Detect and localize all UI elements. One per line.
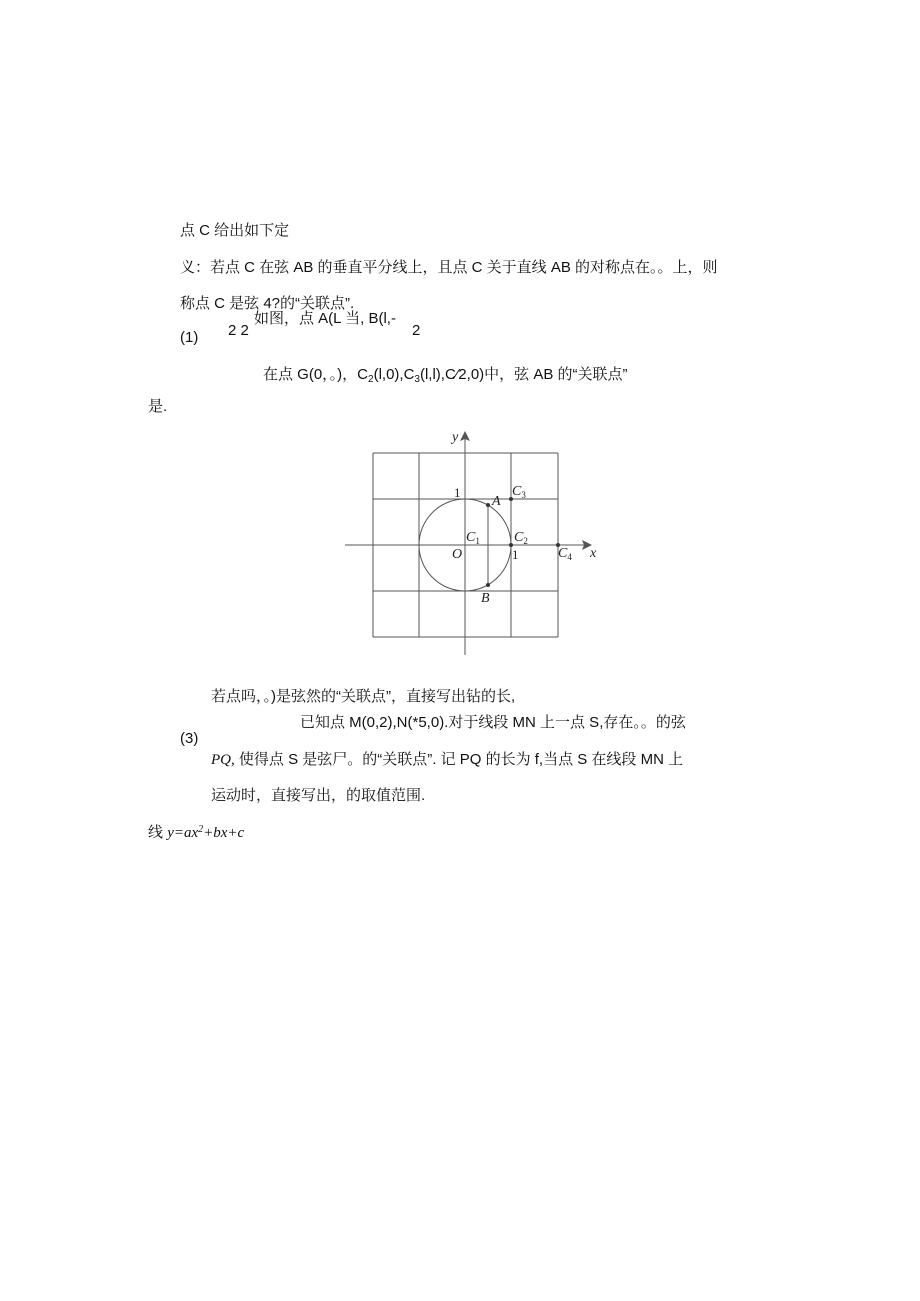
point-a-dot [486,503,490,507]
point-c1-label: $C_1$ [466,530,480,546]
y-axis-label: y [452,430,459,445]
question-3-line-3: 运动时，直接写出，的取值范围. [211,787,426,804]
point-b-label: B [481,591,490,606]
point-c4-label: $C_4$ [558,546,572,562]
point-c2-label: $C_2$ [514,530,528,546]
question-1-number: (1) [180,329,199,346]
definition-line-1: 点 C 给出如下定 [180,222,290,239]
question-1-fraction-fragment-2: 2 [412,322,421,339]
question-1-fraction-fragment: 2 2 [228,322,249,339]
x-axis-label: x [590,546,597,561]
question-1-line-3: 是. [148,398,168,415]
origin-label: O [452,547,463,562]
question-1-line-2: 在点 G(0，。)，$C_2(l,0),C_3(l,l),C⁄2,0$)中，弦 AB 的“关联点” [263,366,628,385]
question-2-text: 若点吗，。)是弦然的“关联点”，直接写出钻的长, [211,688,516,705]
definition-line-2: 义：若点 C 在弦 AB 的垂直平分线上，且点 C 关于直线 AB 的对称点在。。上，则 [180,259,718,276]
question-3-line-2: PQ, 使得点 S 是弦尸。的“关联点”. 记 PQ 的长为 f,当点 S 在线段 MN 上 [211,751,684,768]
point-a-label: A [492,494,501,509]
coordinate-figure [340,425,605,660]
x-tick-label: 1 [512,547,519,562]
parabola-line: 线 $y=ax^2+bx+c$ [148,824,245,841]
question-1-text: 如图，点 A(L 当, B(l,- [254,310,396,327]
point-b-dot [486,583,490,587]
question-3-number: (3) [180,730,199,747]
point-c3-label: $C_3$ [512,484,526,500]
y-tick-label: 1 [454,485,461,500]
question-3-line-1: 已知点 M(0,2),N(*5,0).对于线段 MN 上一点 S,存在。。的弦 [300,714,686,731]
definition-line-3: 称点 C 是弦 4?的“关联点”. [180,295,355,312]
